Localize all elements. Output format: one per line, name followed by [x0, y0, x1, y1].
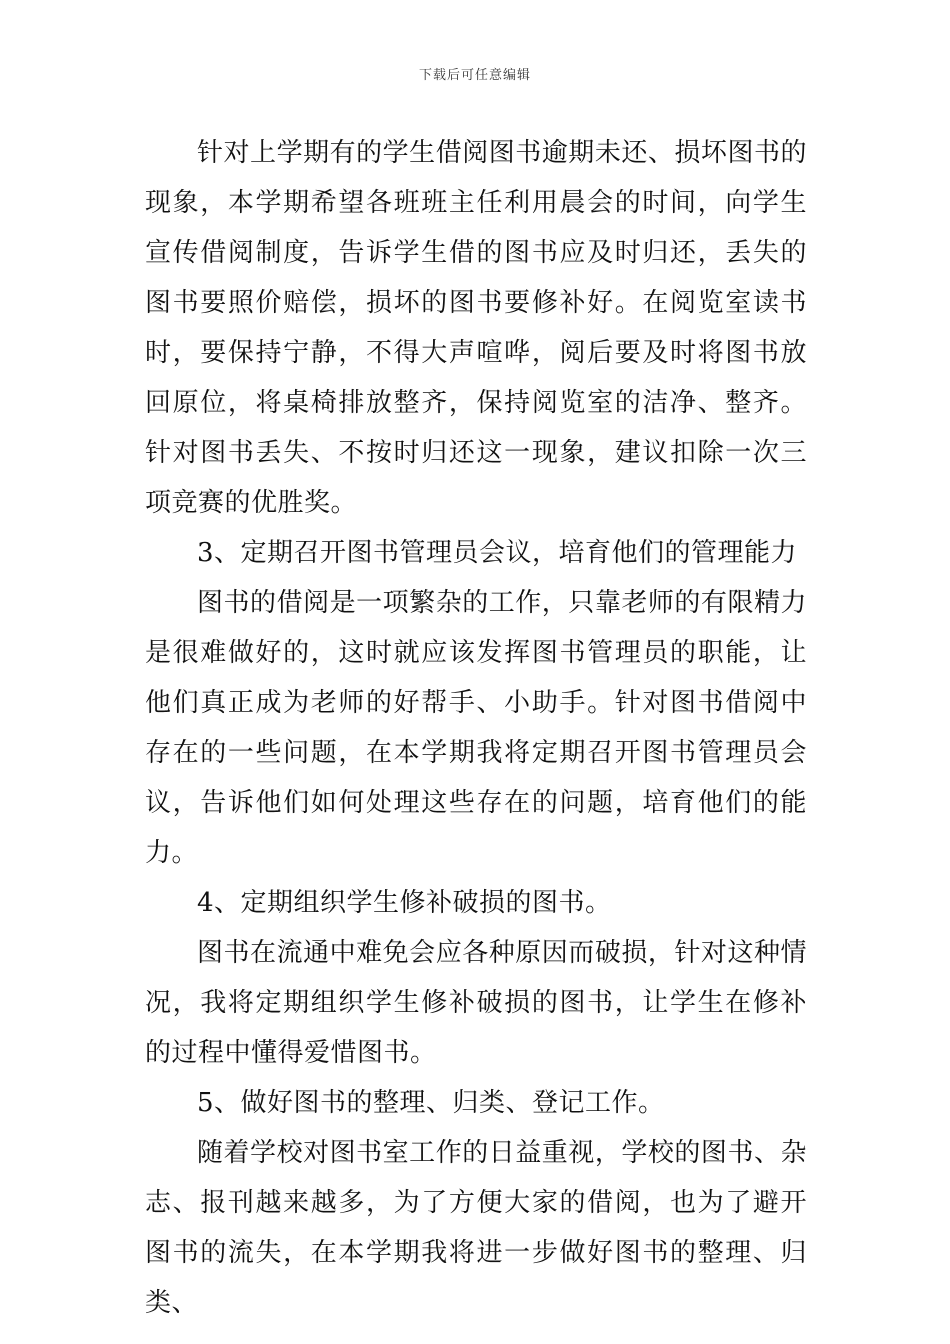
document-body	[145, 128, 807, 1328]
section-heading-3: 3、定期召开图书管理员会议，培育他们的管理能力	[197, 538, 798, 568]
paragraph-book-organization: 随着学校对图书室工作的日益重视，学校的图书、杂志、报刊越来越多，为了方便大家的借阅，也为了避开图书的流失，在本学期我将进一步做好图书的整理、归类、	[145, 1138, 807, 1318]
section-heading-5: 5、做好图书的整理、归类、登记工作。	[197, 1088, 665, 1118]
paragraph-librarian-meetings: 图书的借阅是一项繁杂的工作，只靠老师的有限精力是很难做好的，这时就应该发挥图书管理员的职能，让他们真正成为老师的好帮手、小助手。针对图书借阅中存在的一些问题，在本学期我将定期召开图书管理员会议，告诉他们如何处理这些存在的问题，培育他们的能力。	[145, 588, 807, 868]
page-header: 下载后可任意编辑	[418, 68, 531, 83]
paragraph-book-repair: 图书在流通中难免会应各种原因而破损，针对这种情况，我将定期组织学生修补破损的图书，让学生在修补的过程中懂得爱惜图书。	[145, 938, 807, 1068]
paragraph-borrowing-rules: 针对上学期有的学生借阅图书逾期未还、损坏图书的现象，本学期希望各班班主任利用晨会的时间，向学生宣传借阅制度，告诉学生借的图书应及时归还，丢失的图书要照价赔偿，损坏的图书要修补好。在阅览室读书时，要保持宁静，不得大声喧哗，阅后要及时将图书放回原位，将桌椅排放整齐，保持阅览室的洁净、整齐。针对图书丢失、不按时归还这一现象，建议扣除一次三项竞赛的优胜奖。	[145, 138, 807, 518]
section-heading-4: 4、定期组织学生修补破损的图书。	[197, 888, 612, 918]
